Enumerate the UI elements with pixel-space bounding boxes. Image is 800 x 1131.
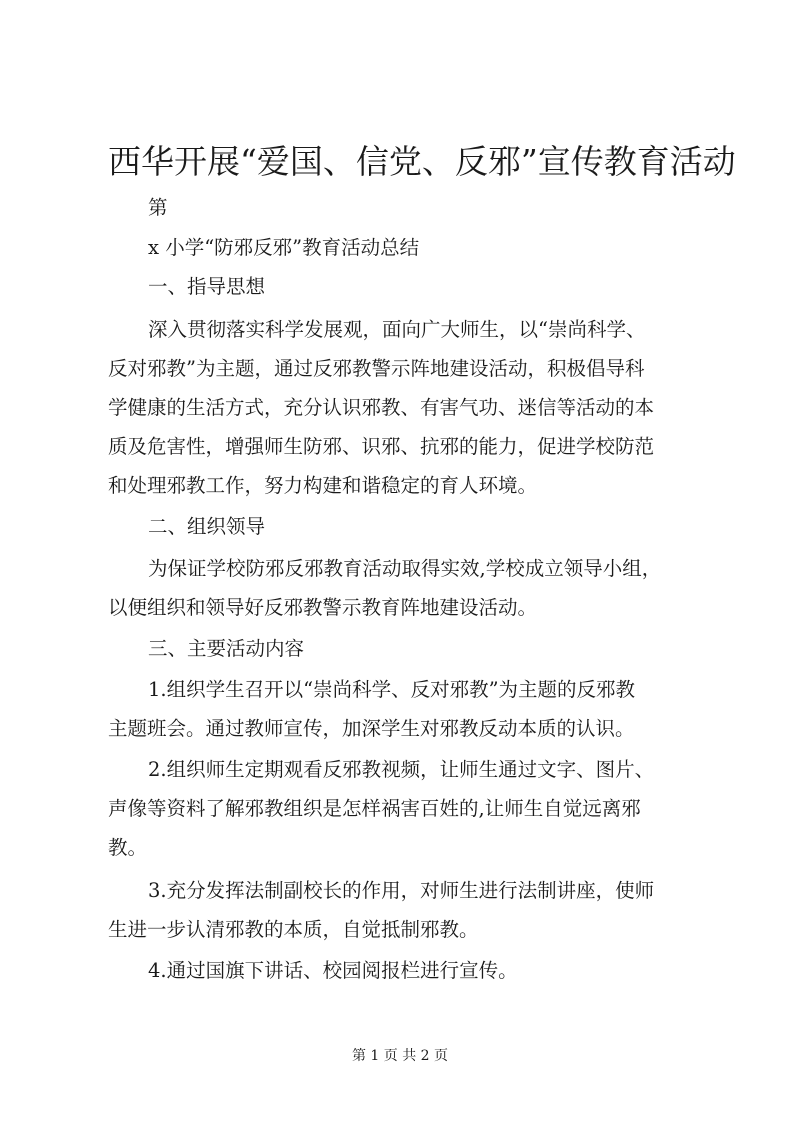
body-line: 1.组织学生召开以“崇尚科学、反对邪教”为主题的反邪教 [148,678,636,701]
body-line: x 小学“防邪反邪”教育活动总结 [148,236,420,259]
body-line: 教。 [108,836,148,859]
body-line: 以便组织和领导好反邪教警示教育阵地建设活动。 [108,596,538,619]
body-line: 为保证学校防邪反邪教育活动取得实效,学校成立领导小组， [148,557,662,580]
body-line: 和处理邪教工作，努力构建和谐稳定的育人环境。 [108,474,538,497]
page-number-footer: 第 1 页 共 2 页 [351,1048,449,1064]
body-line: 3.充分发挥法制副校长的作用，对师生进行法制讲座，使师 [148,879,655,902]
section-heading: 二、组织领导 [148,515,266,538]
body-line: 4.通过国旗下讲话、校园阅报栏进行宣传。 [148,959,518,982]
body-line: 主题班会。通过教师宣传，加深学生对邪教反动本质的认识。 [108,717,635,740]
section-heading: 一、指导思想 [148,275,266,298]
body-line: 第 [148,196,168,219]
section-heading: 三、主要活动内容 [148,637,305,660]
body-line: 学健康的生活方式，充分认识邪教、有害气功、迷信等活动的本 [108,396,655,419]
body-line: 质及危害性，增强师生防邪、识邪、抗邪的能力，促进学校防范 [108,435,655,458]
body-line: 2.组织师生定期观看反邪教视频，让师生通过文字、图片、 [148,758,655,781]
body-line: 生进一步认清邪教的本质，自觉抵制邪教。 [108,918,479,941]
body-line: 反对邪教”为主题，通过反邪教警示阵地建设活动，积极倡导科 [108,357,645,380]
page-title: 西华开展“爱国、信党、反邪”宣传教育活动 [108,142,736,181]
body-line: 深入贯彻落实科学发展观，面向广大师生，以“崇尚科学、 [148,318,646,341]
body-line: 声像等资料了解邪教组织是怎样祸害百姓的,让师生自觉远离邪 [108,797,641,820]
